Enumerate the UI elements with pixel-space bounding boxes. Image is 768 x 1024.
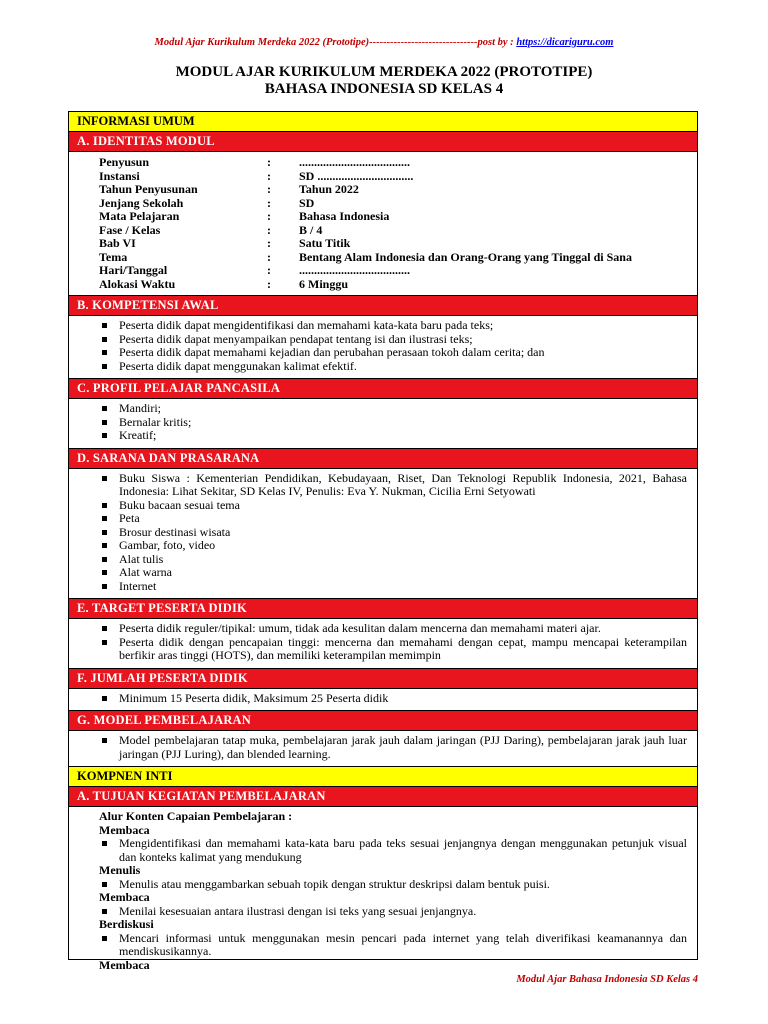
identitas-colon: : <box>267 182 271 196</box>
skill-title: Berdiskusi <box>99 917 154 931</box>
list-item: Mencari informasi untuk menggunakan mesin pencari pada internet yang telah diverifikasi keamanannya dan mendiskusikannya. <box>99 932 687 959</box>
page-footer: Modul Ajar Bahasa Indonesia SD Kelas 4 <box>516 974 698 985</box>
skill-title: Membaca <box>99 822 150 837</box>
identitas-value: B / 4 <box>299 222 323 237</box>
identitas-row <box>99 237 687 251</box>
identitas-value: SD <box>299 195 315 210</box>
list-item: Peta <box>99 512 687 526</box>
jumlah-heading: F. JUMLAH PESERTA DIDIK <box>69 669 697 689</box>
header-link[interactable]: https://dicariguru.com <box>516 37 614 48</box>
skill-list <box>99 932 687 959</box>
list-item: Menilai kesesuaian antara ilustrasi dengan isi teks yang sesuai jenjangnya. <box>99 905 687 919</box>
identitas-colon: : <box>267 263 271 277</box>
identitas-label: Tahun Penyusunan <box>99 182 198 196</box>
identitas-value: ..................................... <box>299 155 410 169</box>
identitas-colon: : <box>267 155 271 169</box>
list-item: Bernalar kritis; <box>99 416 687 430</box>
identitas-row <box>99 251 687 265</box>
identitas-heading: A. IDENTITAS MODUL <box>69 132 697 152</box>
target-list <box>99 622 687 663</box>
sarana-heading: D. SARANA DAN PRASARANA <box>69 449 697 469</box>
informasi-umum-heading: INFORMASI UMUM <box>69 112 697 132</box>
komponen-inti-heading: KOMPNEN INTI <box>69 767 697 787</box>
identitas-value: 6 Minggu <box>299 276 349 291</box>
identitas-value: Bentang Alam Indonesia dan Orang-Orang yang Tinggal di Sana <box>299 249 632 264</box>
jumlah-list <box>99 692 687 706</box>
identitas-row <box>99 197 687 211</box>
tujuan-body <box>69 807 697 977</box>
list-item: Alat tulis <box>99 553 687 567</box>
identitas-table <box>69 152 697 296</box>
list-item: Menulis atau menggambarkan sebuah topik dengan struktur deskripsi dalam bentuk puisi. <box>99 878 687 892</box>
profil-heading: C. PROFIL PELAJAR PANCASILA <box>69 379 697 399</box>
target-heading: E. TARGET PESERTA DIDIK <box>69 599 697 619</box>
skill-list <box>99 878 687 892</box>
identitas-label: Jenjang Sekolah <box>99 195 184 210</box>
list-item: Brosur destinasi wisata <box>99 526 687 540</box>
identitas-row <box>99 278 687 292</box>
list-item: Mandiri; <box>99 402 687 416</box>
list-item: Alat warna <box>99 566 687 580</box>
list-item: Buku bacaan sesuai tema <box>99 499 687 513</box>
list-item: Kreatif; <box>99 429 687 443</box>
list-item: Minimum 15 Peserta didik, Maksimum 25 Peserta didik <box>99 692 687 706</box>
list-item: Peserta didik dapat menyampaikan pendapat tentang isi dan ilustrasi teks; <box>99 333 687 347</box>
identitas-row <box>99 210 687 224</box>
page-header <box>0 37 768 48</box>
identitas-colon: : <box>267 276 271 291</box>
identitas-label: Instansi <box>99 168 140 183</box>
identitas-row <box>99 224 687 238</box>
identitas-label: Tema <box>99 249 128 264</box>
identitas-label: Hari/Tanggal <box>99 263 168 277</box>
identitas-colon: : <box>267 249 271 264</box>
sarana-list <box>99 472 687 594</box>
identitas-row <box>99 156 687 170</box>
list-item: Peserta didik dapat menggunakan kalimat efektif. <box>99 360 687 374</box>
list-item: Peserta didik dapat memahami kejadian dan perubahan perasaan tokoh dalam cerita; dan <box>99 346 687 360</box>
identitas-label: Alokasi Waktu <box>99 276 176 291</box>
identitas-label: Penyusun <box>99 155 150 169</box>
identitas-label: Fase / Kelas <box>99 222 161 237</box>
list-item: Gambar, foto, video <box>99 539 687 553</box>
skill-title: Membaca <box>99 890 150 904</box>
identitas-colon: : <box>267 209 271 223</box>
list-item: Peserta didik reguler/tipikal: umum, tidak ada kesulitan dalam mencerna dan memahami materi ajar. <box>99 622 687 636</box>
skill-list <box>99 905 687 919</box>
list-item: Mengidentifikasi dan memahami kata-kata baru pada teks sesuai jenjangnya dengan menggunakan petunjuk visual dan konteks kalimat yang mendukung <box>99 837 687 864</box>
alur-title: Alur Konten Capaian Pembelajaran : <box>99 809 293 823</box>
profil-list <box>99 402 687 443</box>
identitas-colon: : <box>267 222 271 237</box>
model-list <box>99 734 687 761</box>
identitas-colon: : <box>267 236 271 250</box>
list-item: Peserta didik dengan pencapaian tinggi: mencerna dan memahami dengan cepat, mampu mencapai keterampilan berfikir aras tinggi (HOTS), dan memiliki keterampilan memimpin <box>99 636 687 663</box>
list-item: Internet <box>99 580 687 594</box>
list-item: Peserta didik dapat mengidentifikasi dan memahami kata-kata baru pada teks; <box>99 319 687 333</box>
identitas-row <box>99 170 687 184</box>
list-item: Buku Siswa : Kementerian Pendidikan, Kebudayaan, Riset, Dan Teknologi Republik Indonesia, 2021, Bahasa Indonesia: Lihat Sekitar, SD Kelas IV, Penulis: Eva Y. Nukman, Cicilia Erni Setyowati <box>99 472 687 499</box>
skill-list <box>99 837 687 864</box>
identitas-row <box>99 264 687 278</box>
list-item: Model pembelajaran tatap muka, pembelajaran jarak jauh dalam jaringan (PJJ Daring), pembelajaran jarak jauh luar jaringan (PJJ Luring), dan blended learning. <box>99 734 687 761</box>
identitas-value: Bahasa Indonesia <box>299 209 390 223</box>
identitas-label: Bab VI <box>99 236 136 250</box>
header-text: Modul Ajar Kurikulum Merdeka 2022 (Prototipe)-------------------------------post by : <box>154 37 517 48</box>
title-line-2: BAHASA INDONESIA SD KELAS 4 <box>264 81 504 97</box>
kompetensi-list <box>99 319 687 373</box>
identitas-value: ..................................... <box>299 263 410 277</box>
skill-title: Menulis <box>99 863 141 877</box>
model-heading: G. MODEL PEMBELAJARAN <box>69 711 697 731</box>
skill-title: Membaca <box>99 957 150 972</box>
identitas-value: SD ................................ <box>299 168 414 183</box>
identitas-value: Tahun 2022 <box>299 182 359 196</box>
document-title <box>0 64 768 98</box>
tujuan-heading: A. TUJUAN KEGIATAN PEMBELAJARAN <box>69 787 697 807</box>
kompetensi-heading: B. KOMPETENSI AWAL <box>69 296 697 316</box>
identitas-label: Mata Pelajaran <box>99 209 180 223</box>
identitas-value: Satu Titik <box>299 236 351 250</box>
module-table <box>68 111 698 972</box>
identitas-colon: : <box>267 195 271 210</box>
title-line-1: MODUL AJAR KURIKULUM MERDEKA 2022 (PROTOTIPE) <box>175 64 593 80</box>
identitas-row <box>99 183 687 197</box>
identitas-colon: : <box>267 168 271 183</box>
